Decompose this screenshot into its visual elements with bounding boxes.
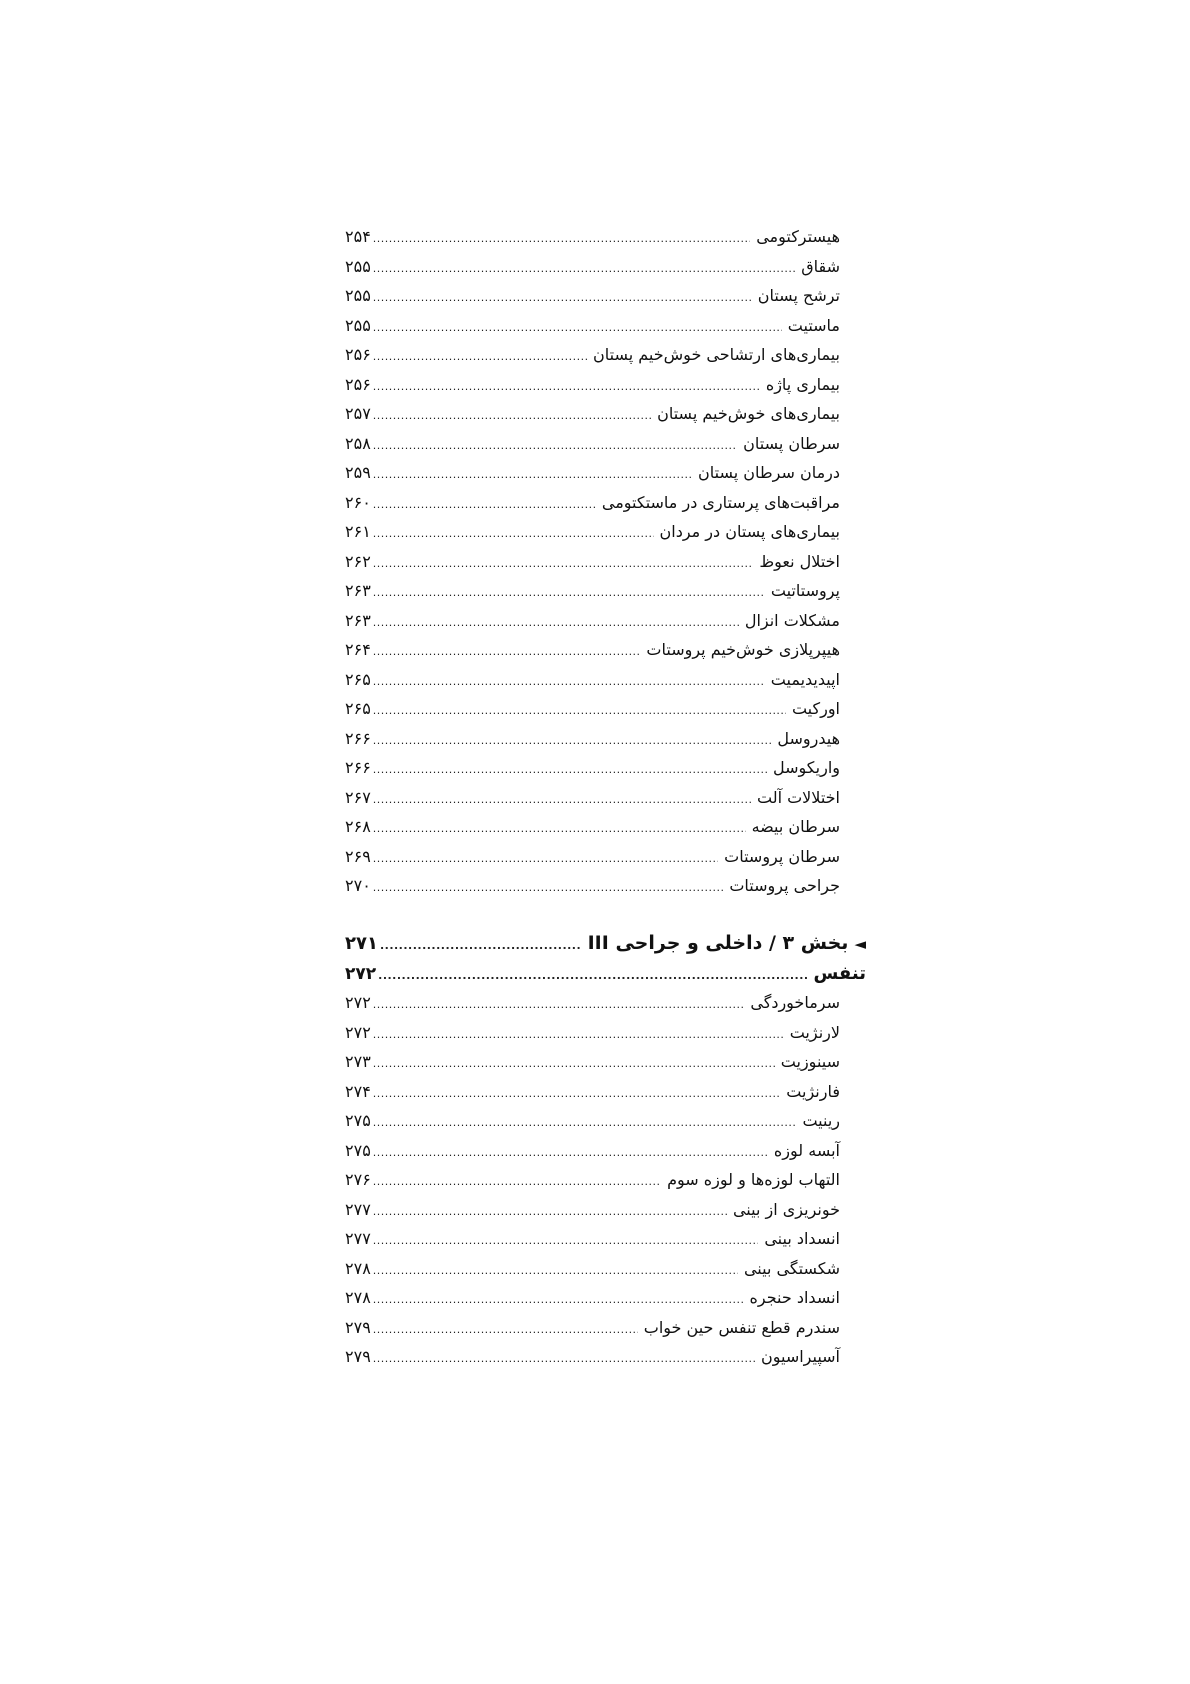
toc-entry[interactable] <box>345 1047 840 1077</box>
dot-leader <box>373 342 587 372</box>
page-number: ۲۷۰ <box>345 876 371 895</box>
page-number: ۲۷۲ <box>345 963 377 984</box>
dot-leader <box>373 224 750 254</box>
dot-leader <box>373 785 751 815</box>
page-number: ۲۷۴ <box>345 1081 371 1101</box>
toc-entry[interactable] <box>345 635 840 665</box>
entry-title: ماستیت <box>787 315 840 335</box>
dot-leader <box>373 1049 775 1079</box>
entry-title: بیماری‌های خوش‌خیم پستان <box>657 404 840 423</box>
toc-entry[interactable] <box>345 665 840 695</box>
entry-title: سرطان پروستات <box>724 846 840 866</box>
entry-title: لارنژیت <box>789 1022 840 1042</box>
toc-entry[interactable] <box>345 1106 840 1136</box>
toc-entry[interactable] <box>345 1313 840 1343</box>
toc-entry[interactable] <box>345 547 840 577</box>
entry-title: التهاب لوزه‌ها و لوزه سوم <box>667 1170 840 1189</box>
page-number: ۲۵۷ <box>345 404 371 423</box>
entry-title: هیسترکتومی <box>756 227 840 246</box>
page-number: ۲۵۵ <box>345 315 371 335</box>
toc-entry[interactable] <box>345 370 840 400</box>
entry-title: واریکوسل <box>773 758 840 777</box>
entry-title: هیدروسل <box>777 728 840 748</box>
page-number: ۲۶۶ <box>345 758 371 777</box>
page-number: ۲۵۹ <box>345 463 371 482</box>
page-number: ۲۵۴ <box>345 227 371 246</box>
entry-title: ترشح پستان <box>757 286 840 305</box>
entry-title: درمان سرطان پستان <box>698 463 840 482</box>
dot-leader <box>373 844 718 874</box>
entry-title: اپیدیدیمیت <box>770 669 840 689</box>
entry-title: بیماری‌های پستان در مردان <box>659 522 840 541</box>
dot-leader <box>373 283 752 313</box>
toc-entry[interactable] <box>345 1077 840 1107</box>
page-number: ۲۷۷ <box>345 1199 371 1219</box>
dot-leader <box>373 1285 744 1315</box>
entry-title: اختلال نعوظ <box>759 551 840 571</box>
toc-entry[interactable] <box>345 311 840 341</box>
toc-entry[interactable] <box>345 753 840 783</box>
toc-entry[interactable] <box>345 517 840 547</box>
toc-entry[interactable] <box>345 783 840 813</box>
table-of-contents <box>345 222 866 1372</box>
page-number: ۲۷۹ <box>345 1347 371 1366</box>
entry-title: سرماخوردگی <box>750 993 840 1012</box>
dot-leader <box>373 460 692 490</box>
dot-leader <box>373 549 754 579</box>
toc-entry[interactable] <box>345 988 840 1018</box>
entry-title: شقاق <box>801 256 840 276</box>
entry-title: انسداد حنجره <box>749 1288 840 1307</box>
chapter-title: تنفس <box>813 962 866 984</box>
entry-title: مشکلات انزال <box>744 610 840 630</box>
page-number: ۲۶۵ <box>345 669 371 689</box>
page-number: ۲۶۴ <box>345 640 371 659</box>
section-title: ◄بخش ۳ / داخلی و جراحی III <box>587 931 866 954</box>
dot-leader <box>373 755 767 785</box>
toc-entry[interactable] <box>345 222 840 252</box>
page-number: ۲۶۳ <box>345 610 371 630</box>
page-number: ۲۵۵ <box>345 256 371 276</box>
toc-entry[interactable] <box>345 252 840 282</box>
dot-leader <box>373 726 772 756</box>
page-number: ۲۵۶ <box>345 345 371 364</box>
toc-entry[interactable] <box>345 1224 840 1254</box>
toc-entry[interactable] <box>345 842 840 872</box>
dot-leader <box>380 930 582 962</box>
page-number: ۲۵۸ <box>345 433 371 453</box>
toc-entry[interactable] <box>345 724 840 754</box>
page-number: ۲۶۷ <box>345 787 371 807</box>
dot-leader <box>373 578 765 608</box>
entry-title: هیپرپلازی خوش‌خیم پروستات <box>646 640 840 659</box>
entry-title: سینوزیت <box>780 1052 840 1071</box>
page-number: ۲۷۱ <box>345 932 378 954</box>
dot-leader <box>373 990 745 1020</box>
page-number: ۲۶۶ <box>345 728 371 748</box>
entry-title: خونریزی از بینی <box>732 1199 840 1219</box>
toc-entry[interactable] <box>345 281 840 311</box>
toc-entry[interactable] <box>345 1254 840 1284</box>
toc-entry[interactable] <box>345 429 840 459</box>
dot-leader <box>378 961 807 991</box>
entry-title: آبسه لوزه <box>773 1140 840 1160</box>
dot-leader <box>373 1138 768 1168</box>
page-number: ۲۶۱ <box>345 522 371 541</box>
toc-entry[interactable] <box>345 694 840 724</box>
page-number: ۲۷۸ <box>345 1288 371 1307</box>
toc-entry[interactable] <box>345 1283 840 1313</box>
toc-entry[interactable] <box>345 1165 840 1195</box>
toc-entry[interactable] <box>345 458 840 488</box>
entry-title: آسپیراسیون <box>760 1347 840 1366</box>
page-number: ۲۵۵ <box>345 286 371 305</box>
page-number: ۲۶۸ <box>345 817 371 836</box>
entry-title: فارنژیت <box>786 1081 840 1101</box>
dot-leader <box>373 431 737 461</box>
dot-leader <box>373 696 786 726</box>
entry-title: سرطان پستان <box>743 433 840 453</box>
toc-entry[interactable] <box>345 340 840 370</box>
page-number: ۲۷۸ <box>345 1258 371 1278</box>
dot-leader <box>373 608 739 638</box>
entry-title: سندرم قطع تنفس حین خواب <box>643 1317 840 1337</box>
page-number: ۲۷۹ <box>345 1317 371 1337</box>
entry-title: اورکیت <box>791 699 840 718</box>
toc-block-2 <box>345 988 866 1372</box>
dot-leader <box>373 1256 738 1286</box>
toc-entry[interactable] <box>345 1195 840 1225</box>
page-number: ۲۷۲ <box>345 1022 371 1042</box>
dot-leader <box>373 873 724 903</box>
toc-entry[interactable] <box>345 1018 840 1048</box>
chapter-heading[interactable] <box>345 959 866 989</box>
dot-leader <box>373 1108 797 1138</box>
page-number: ۲۶۳ <box>345 581 371 600</box>
toc-entry[interactable] <box>345 812 840 842</box>
toc-block-1 <box>345 222 866 901</box>
entry-title: بیماری پاژه <box>765 374 840 394</box>
toc-entry[interactable] <box>345 1136 840 1166</box>
entry-title: رینیت <box>802 1111 840 1130</box>
toc-entry[interactable] <box>345 871 840 901</box>
entry-title: اختلالات آلت <box>756 787 840 807</box>
entry-title: انسداد بینی <box>764 1229 840 1248</box>
toc-entry[interactable] <box>345 399 840 429</box>
page-number: ۲۷۲ <box>345 993 371 1012</box>
entry-title: جراحی پروستات <box>729 876 840 895</box>
section-heading[interactable] <box>345 927 866 959</box>
page-number: ۲۵۶ <box>345 374 371 394</box>
page-number: ۲۷۳ <box>345 1052 371 1071</box>
dot-leader <box>373 814 746 844</box>
dot-leader <box>373 1167 661 1197</box>
page-number: ۲۶۰ <box>345 492 371 512</box>
dot-leader <box>373 1079 781 1109</box>
entry-title: بیماری‌های ارتشاحی خوش‌خیم پستان <box>593 345 840 364</box>
page-number: ۲۷۷ <box>345 1229 371 1248</box>
entry-title: پروستاتیت <box>770 581 840 600</box>
dot-leader <box>373 1315 638 1345</box>
entry-title: سرطان بیضه <box>751 817 840 836</box>
dot-leader <box>373 519 654 549</box>
dot-leader <box>373 1344 755 1374</box>
dot-leader <box>373 313 782 343</box>
page-number: ۲۶۲ <box>345 551 371 571</box>
toc-entry[interactable] <box>345 606 840 636</box>
dot-leader <box>373 490 596 520</box>
page-number: ۲۷۵ <box>345 1140 371 1160</box>
toc-entry[interactable] <box>345 1342 840 1372</box>
entry-title: مراقبت‌های پرستاری در ماستکتومی <box>601 492 840 512</box>
toc-entry[interactable] <box>345 488 840 518</box>
page-number: ۲۶۵ <box>345 699 371 718</box>
dot-leader <box>373 667 765 697</box>
page-number: ۲۷۵ <box>345 1111 371 1130</box>
page-number: ۲۶۹ <box>345 846 371 866</box>
dot-leader <box>373 637 641 667</box>
page-number: ۲۷۶ <box>345 1170 371 1189</box>
dot-leader <box>373 1226 759 1256</box>
dot-leader <box>373 372 760 402</box>
section-gap <box>345 901 866 927</box>
dot-leader <box>373 401 651 431</box>
toc-entry[interactable] <box>345 576 840 606</box>
entry-title: شکستگی بینی <box>743 1258 840 1278</box>
dot-leader <box>373 1197 727 1227</box>
arrow-left-icon: ◄ <box>854 934 866 953</box>
dot-leader <box>373 1020 784 1050</box>
dot-leader <box>373 254 795 284</box>
